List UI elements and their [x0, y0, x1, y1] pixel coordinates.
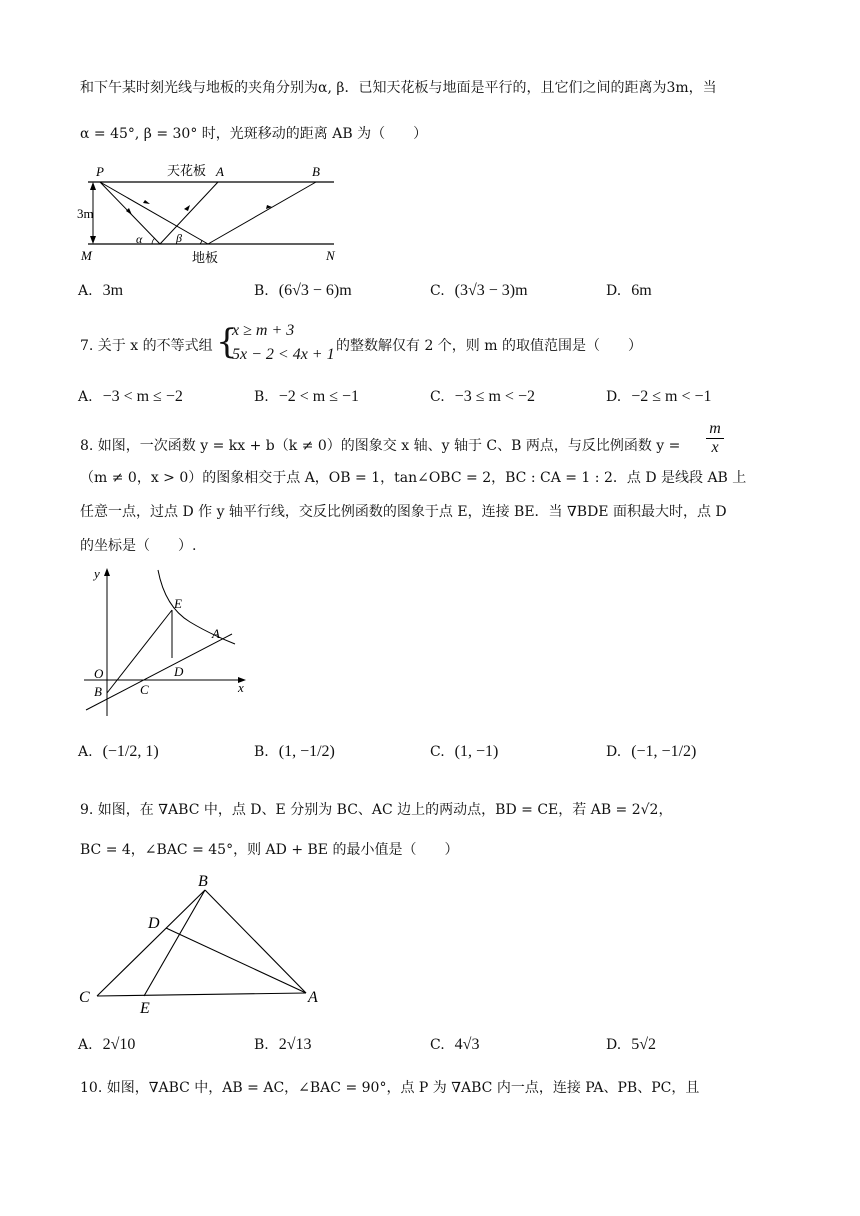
- q8-fraction: [706, 420, 724, 457]
- q9-option-a[interactable]: A. 2√10: [78, 1036, 136, 1053]
- q7-brace: {: [216, 322, 238, 362]
- q9-label-A: A: [308, 989, 318, 1006]
- q6-label-A: A: [216, 164, 224, 179]
- q8-label-O: O: [94, 666, 104, 681]
- q7-text-pre: 7. 关于 x 的不等式组: [80, 338, 213, 354]
- q6-label-beta: β: [176, 231, 182, 245]
- q8-label-C: C: [140, 682, 149, 697]
- q9-option-c[interactable]: C. 4√3: [430, 1036, 480, 1053]
- q7-option-a[interactable]: A. −3 < m ≤ −2: [78, 388, 183, 405]
- q6-option-d[interactable]: D. 6m: [606, 282, 652, 299]
- q6-figure: [76, 158, 346, 268]
- q8-fraction-denominator: x: [711, 439, 719, 456]
- q8-label-A: A: [212, 626, 220, 641]
- q8-label-B: B: [94, 684, 102, 699]
- q6-label-B: B: [312, 164, 320, 179]
- q8-label-y: y: [94, 566, 100, 581]
- q9-label-C: C: [79, 989, 90, 1006]
- q9-label-E: E: [140, 1000, 150, 1017]
- q8-label-E: E: [174, 596, 182, 611]
- q8-text-line2: （m ≠ 0，x > 0）的图象相交于点 A，OB = 1，tan∠OBC = 2，BC : CA = 1 : 2．点 D 是线段 AB 上: [80, 470, 747, 486]
- q9-figure: [76, 870, 326, 1020]
- q6-label-alpha: α: [136, 232, 143, 246]
- q9-text-line2: BC = 4，∠BAC = 45°，则 AD + BE 的最小值是（ ）: [80, 842, 459, 858]
- q8-label-D: D: [174, 664, 184, 679]
- q8-text-line1: 8. 如图，一次函数 y = kx + b（k ≠ 0）的图象交 x 轴、y 轴于 C、B 两点，与反比例函数 y =: [80, 438, 681, 454]
- q9-label-B: B: [198, 873, 208, 890]
- q6-label-N: N: [326, 248, 335, 263]
- q8-fraction-numerator: m: [709, 420, 721, 437]
- q8-text-line4: 的坐标是（ ）.: [80, 538, 197, 554]
- q10-text-line1: 10. 如图，∇ABC 中，AB = AC，∠BAC = 90°，点 P 为 ∇ABC 内一点，连接 PA、PB、PC，且: [80, 1080, 700, 1096]
- q8-label-x: x: [238, 680, 244, 695]
- q8-option-d[interactable]: D. (−1, −1/2): [606, 743, 697, 760]
- q6-label-floor: 地板: [192, 250, 219, 265]
- q6-text-line2: α = 45°, β = 30° 时，光斑移动的距离 AB 为（ ）: [80, 126, 428, 142]
- q9-option-b[interactable]: B. 2√13: [254, 1036, 312, 1053]
- q7-option-d[interactable]: D. −2 ≤ m < −1: [606, 388, 712, 405]
- q7-system-line2: 5x − 2 < 4x + 1: [232, 346, 335, 363]
- q7-option-c[interactable]: C. −3 ≤ m < −2: [430, 388, 535, 405]
- q7-text-post: 的整数解仅有 2 个，则 m 的取值范围是（ ）: [336, 338, 642, 354]
- q7-option-b[interactable]: B. −2 < m ≤ −1: [254, 388, 360, 405]
- q8-text-line3: 任意一点，过点 D 作 y 轴平行线，交反比例函数的图象于点 E，连接 BE．当 ∇BDE 面积最大时，点 D: [80, 504, 727, 520]
- q7-system-line1: x ≥ m + 3: [232, 322, 295, 339]
- q6-text-line1: 和下午某时刻光线与地板的夹角分别为α, β．已知天花板与地面是平行的，且它们之间的距离为3m，当: [80, 80, 717, 96]
- q6-option-b[interactable]: B. (6√3 − 6)m: [254, 282, 352, 299]
- q6-option-c[interactable]: C. (3√3 − 3)m: [430, 282, 528, 299]
- q6-option-a[interactable]: A. 3m: [78, 282, 124, 299]
- q9-text-line1: 9. 如图，在 ∇ABC 中，点 D、E 分别为 BC、AC 边上的两动点，BD = CE，若 AB = 2√2，: [80, 802, 673, 818]
- q8-option-b[interactable]: B. (1, −1/2): [254, 743, 335, 760]
- q9-option-d[interactable]: D. 5√2: [606, 1036, 656, 1053]
- q9-label-D: D: [148, 915, 160, 932]
- q6-label-height: 3m: [77, 206, 94, 221]
- q6-label-M: M: [81, 248, 92, 263]
- q8-option-a[interactable]: A. (−1/2, 1): [78, 743, 159, 760]
- q8-figure: [80, 562, 260, 720]
- q6-label-ceiling: 天花板: [167, 163, 207, 178]
- q6-label-P: P: [96, 164, 104, 179]
- q8-option-c[interactable]: C. (1, −1): [430, 743, 499, 760]
